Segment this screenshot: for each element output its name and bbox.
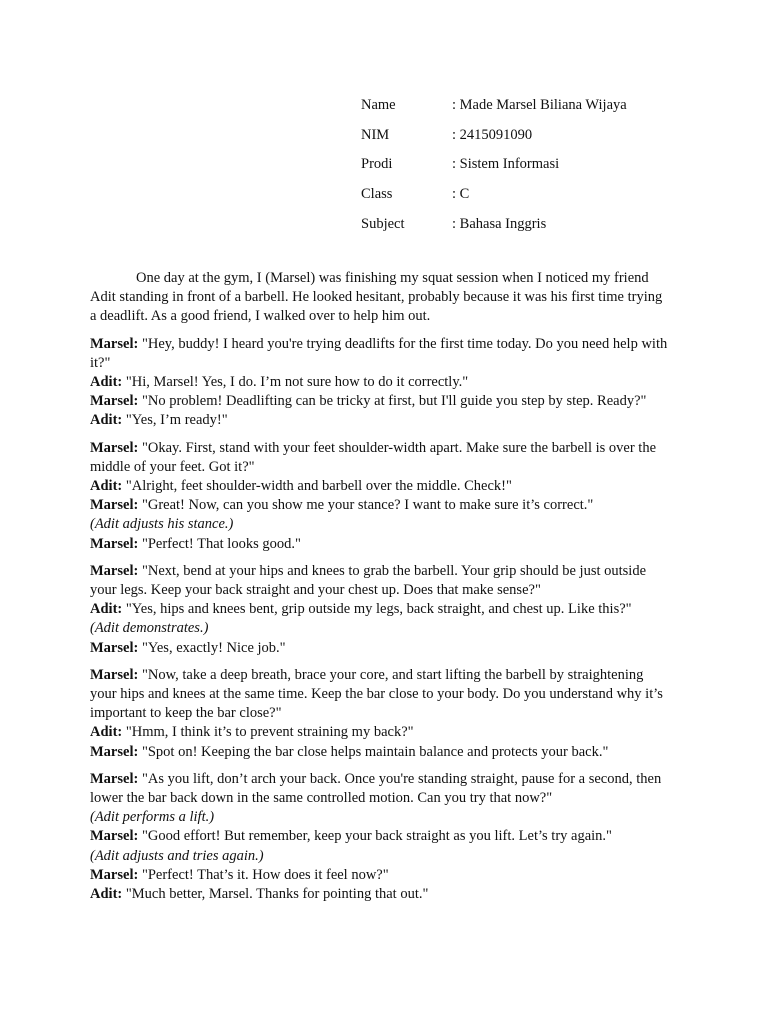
speech-text: "Great! Now, can you show me your stance? I want to make sure it’s correct."	[138, 497, 594, 514]
stage-direction: (Adit adjusts and tries again.)	[90, 847, 264, 864]
info-value: : Made Marsel Biliana Wijaya	[452, 97, 627, 113]
speech-text: "Hi, Marsel! Yes, I do. I’m not sure how to do it correctly."	[122, 374, 469, 391]
info-value: : C	[452, 186, 470, 203]
speech-text: "Now, take a deep breath, brace your core, and start lifting the barbell by straightening your hips and knees at the same time. Keep the bar close to your body. Do you understand why it’s important to keep the bar close?"	[90, 666, 663, 722]
speech-text: "Much better, Marsel. Thanks for pointing that out."	[122, 886, 429, 903]
dialogue-line	[90, 827, 672, 846]
dialogue-line	[90, 439, 672, 477]
info-label: Name	[361, 97, 396, 113]
speaker-label: Marsel:	[90, 666, 139, 683]
speaker-label: Marsel:	[90, 393, 139, 410]
info-label: Subject	[361, 215, 405, 232]
student-info	[361, 91, 627, 240]
dialogue-line	[90, 885, 672, 904]
info-row-subject	[361, 210, 627, 240]
dialogue-line	[90, 770, 672, 808]
speech-text: "Next, bend at your hips and knees to grab the barbell. Your grip should be just outside your legs. Keep your back straight and your chest up. Does that make sense?"	[90, 562, 647, 599]
speaker-label: Adit:	[90, 886, 123, 903]
speech-text: "Good effort! But remember, keep your back straight as you lift. Let’s try again."	[138, 828, 612, 845]
dialogue-block	[90, 439, 672, 554]
speaker-label: Adit:	[90, 374, 123, 391]
info-label: NIM	[361, 126, 390, 143]
speech-text: "Spot on! Keeping the bar close helps maintain balance and protects your back."	[138, 743, 609, 760]
dialogue-line	[90, 335, 672, 373]
dialogue-line	[90, 866, 672, 885]
dialogue-line	[90, 535, 672, 554]
speaker-label: Marsel:	[90, 866, 139, 883]
info-row-nim	[361, 121, 627, 151]
stage-direction: (Adit adjusts his stance.)	[90, 516, 234, 533]
dialogue-line	[90, 373, 672, 392]
speech-text: "Yes, exactly! Nice job."	[138, 639, 286, 656]
speaker-label: Adit:	[90, 478, 123, 495]
dialogue-line	[90, 639, 672, 658]
speaker-label: Marsel:	[90, 743, 139, 760]
info-row-name	[361, 91, 627, 121]
info-label: Prodi	[361, 156, 393, 173]
speech-text: "Perfect! That’s it. How does it feel now?"	[138, 866, 389, 883]
dialogue-line	[90, 496, 672, 515]
speaker-label: Marsel:	[90, 828, 139, 845]
speaker-label: Adit:	[90, 412, 123, 429]
speech-text: "As you lift, don’t arch your back. Once you're standing straight, pause for a second, then lower the bar back down in the same controlled motion. Can you try that now?"	[90, 770, 662, 807]
dialogue-line	[90, 600, 672, 619]
stage-direction: (Adit demonstrates.)	[90, 620, 209, 637]
speech-text: "Yes, I’m ready!"	[122, 412, 228, 429]
info-value: : Sistem Informasi	[452, 156, 560, 173]
speaker-label: Marsel:	[90, 535, 139, 552]
intro-paragraph: One day at the gym, I (Marsel) was finishing my squat session when I noticed my friend Adit standing in front of a barbell. He looked hesitant, probably because it was his first time trying a deadlift. As a good friend, I walked over to help him out.	[90, 270, 663, 325]
dialogue-line	[90, 723, 672, 742]
info-value: : Bahasa Inggris	[452, 215, 547, 232]
dialogue-block	[90, 770, 672, 904]
stage-direction: (Adit performs a lift.)	[90, 809, 215, 826]
speaker-label: Adit:	[90, 601, 123, 618]
dialogue-line	[90, 477, 672, 496]
dialogue-line	[90, 743, 672, 762]
speaker-label: Marsel:	[90, 497, 139, 514]
info-value: : 2415091090	[452, 126, 533, 143]
dialogue-block	[90, 666, 672, 762]
speech-text: "Yes, hips and knees bent, grip outside my legs, back straight, and chest up. Like this?"	[122, 601, 632, 618]
dialogue-block	[90, 335, 672, 431]
dialogue-block	[90, 562, 672, 658]
dialogue-line	[90, 392, 672, 411]
speech-text: "Hey, buddy! I heard you're trying deadlifts for the first time today. Do you need help with it?"	[90, 335, 668, 371]
info-row-class	[361, 180, 627, 210]
speech-text: "Alright, feet shoulder-width and barbell over the middle. Check!"	[122, 478, 512, 495]
dialogue-line	[90, 411, 672, 430]
dialogue-text	[90, 269, 672, 912]
speech-text: "Perfect! That looks good."	[138, 535, 301, 552]
dialogue-line	[90, 562, 672, 600]
speaker-label: Adit:	[90, 724, 123, 741]
speech-text: "Hmm, I think it’s to prevent straining my back?"	[122, 724, 414, 741]
speaker-label: Marsel:	[90, 770, 139, 787]
speaker-label: Marsel:	[90, 562, 139, 579]
dialogue-line	[90, 666, 672, 724]
speech-text: "No problem! Deadlifting can be tricky at first, but I'll guide you step by step. Ready?"	[138, 393, 647, 410]
speaker-label: Marsel:	[90, 439, 139, 456]
speech-text: "Okay. First, stand with your feet shoulder-width apart. Make sure the barbell is over the middle of your feet. Got it?"	[90, 439, 657, 475]
speaker-label: Marsel:	[90, 639, 139, 656]
speaker-label: Marsel:	[90, 335, 139, 352]
info-label: Class	[361, 186, 393, 203]
info-row-prodi	[361, 150, 627, 180]
